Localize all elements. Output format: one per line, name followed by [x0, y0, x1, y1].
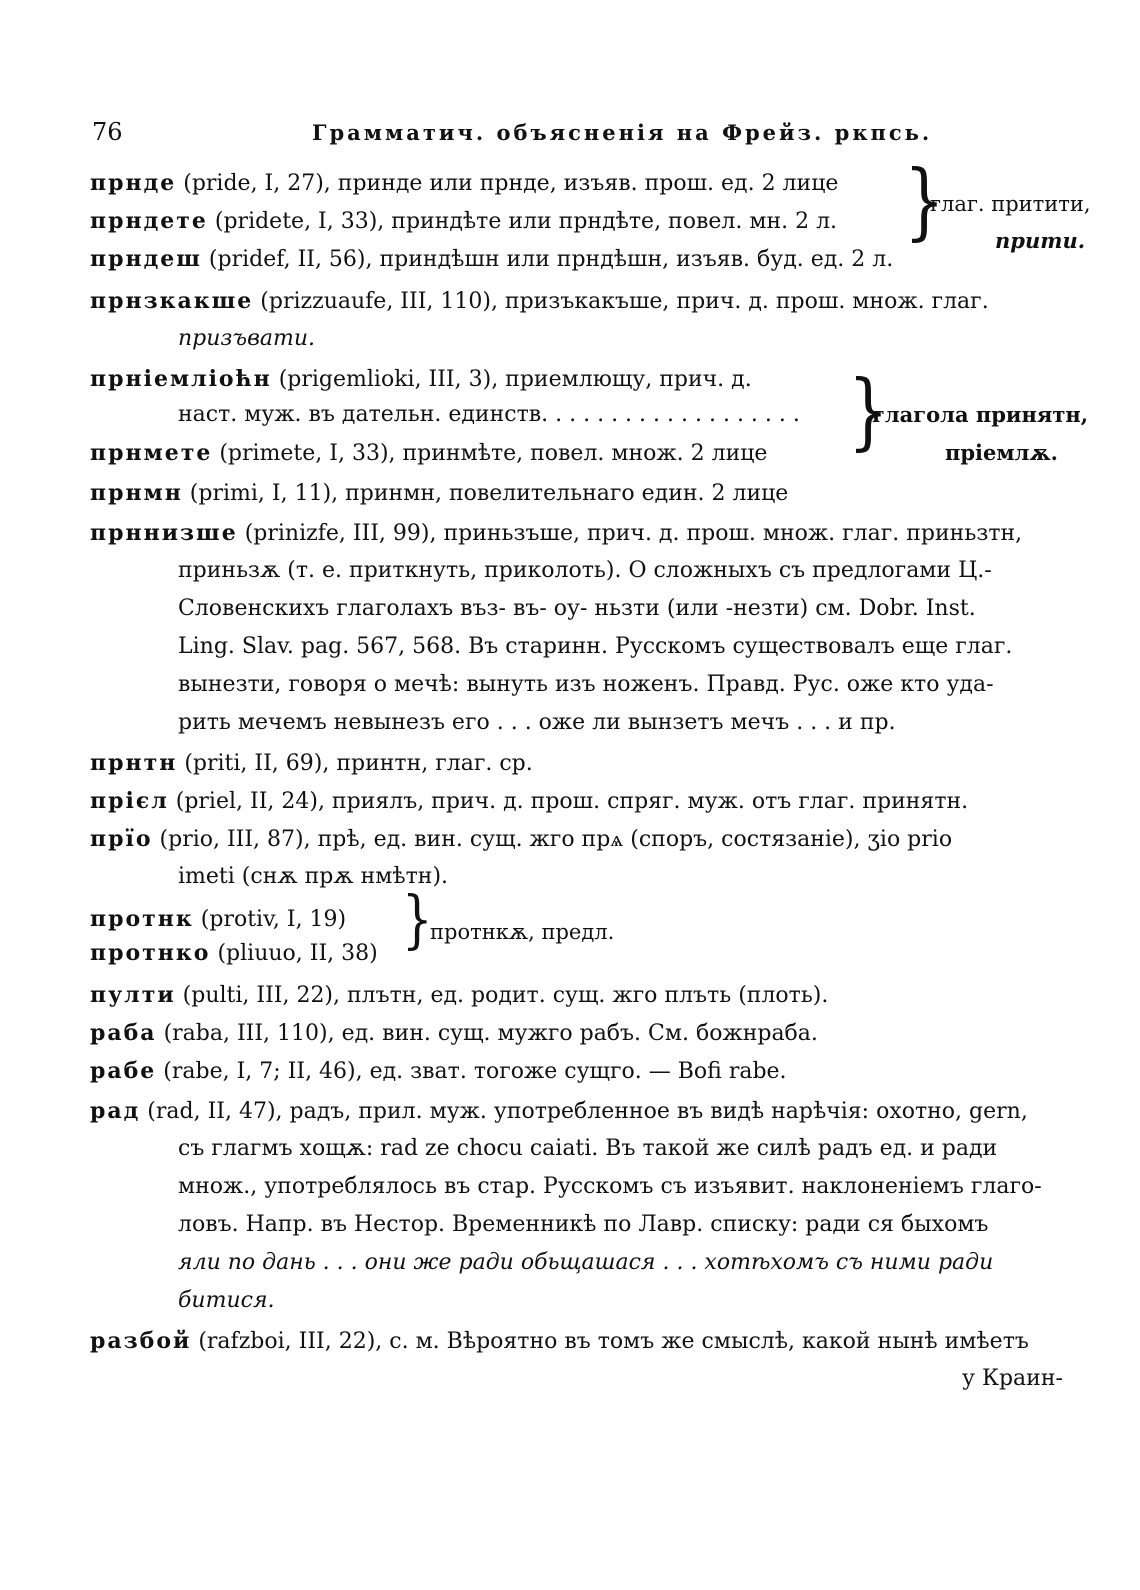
- entry-line: рад (rad, II, 47), радъ, прил. муж. употребленное въ видѣ нарѣчія: охотно, gern,: [90, 1098, 1028, 1124]
- entry-line: пулти (pulti, III, 22), плътн, ед. родит. сущ. жго плъть (плоть).: [90, 982, 829, 1008]
- entry-line: у Краин-: [962, 1366, 1063, 1391]
- entry-line: наст. муж. въ дательн. единств. . . . . . . . . . . . . . . . . . .: [178, 402, 800, 427]
- entry-line: прннизше (prinizfe, III, 99), приньзъше, прич. д. прош. множ. глаг. приньзтн,: [90, 520, 1023, 546]
- bracket-note: прити.: [995, 228, 1086, 253]
- entry-line: прніемліоћн (prigemlioki, III, 3), приемлющу, прич. д.: [90, 366, 752, 392]
- entry-line: Словенскихъ глаголахъ въз- въ- оу- ньзти (или -незти) см. Dobr. Inst.: [178, 596, 976, 621]
- entry-line: съ глагмъ хощѫ: rad ze chocu caiati. Въ такой же силѣ радъ ед. и ради: [178, 1136, 998, 1161]
- bracket-note: глагола принятн,: [872, 402, 1089, 427]
- entry-line: прієл (priel, II, 24), приялъ, прич. д. прош. спряг. муж. отъ глаг. принятн.: [90, 788, 969, 814]
- entry-line: прнзкакше (prizzuaufe, III, 110), призъкакъше, прич. д. прош. множ. глаг.: [90, 288, 989, 314]
- bracket-note: глаг. притити,: [930, 192, 1091, 216]
- entry-line: призъвати.: [178, 326, 316, 351]
- entry-line: прнтн (priti, II, 69), принтн, глаг. ср.: [90, 750, 533, 776]
- page-number: 76: [92, 118, 123, 146]
- entry-line: протнк (protiv, I, 19): [90, 906, 347, 932]
- entry-line: разбой (rafzboi, III, 22), с. м. Вѣроятно въ томъ же смыслѣ, какой нынѣ имѣетъ: [90, 1328, 1029, 1354]
- entry-line: яли по дань . . . они же ради обьщашася . . . хотѣхомъ съ ними ради: [178, 1250, 994, 1275]
- entry-line: прнмете (primete, I, 33), принмѣте, повел. множ. 2 лице: [90, 440, 768, 466]
- entry-line: вынезти, говоря о мечѣ: вынуть изъ ноженъ. Правд. Рус. оже кто уда-: [178, 672, 994, 697]
- bracket-note: пріемлѫ.: [945, 440, 1058, 465]
- entry-line: ловъ. Напр. въ Нестор. Временникѣ по Лавр. списку: ради ся быхомъ: [178, 1212, 989, 1237]
- entry-line: битися.: [178, 1288, 275, 1313]
- entry-line: множ., употреблялось въ стар. Русскомъ съ изъявит. наклоненіемъ глаго-: [178, 1174, 1042, 1199]
- page-header: [92, 118, 1080, 148]
- entry-line: прнмн (primi, I, 11), принмн, повелительнаго един. 2 лице: [90, 480, 789, 506]
- entry-line: рабе (rabe, I, 7; II, 46), ед. зват. тогоже сущго. — Bofi rabe.: [90, 1058, 787, 1084]
- entry-line: протнко (pliuuo, II, 38): [90, 940, 378, 966]
- page-title: Грамматич. объясненія на Фрейз. ркпсь.: [312, 120, 933, 145]
- entry-line: прнде (pride, I, 27), принде или прнде, изъяв. прош. ед. 2 лице: [90, 170, 839, 196]
- entry-line: рить мечемъ невынезъ его . . . оже ли вынзетъ мечъ . . . и пр.: [178, 710, 896, 735]
- entry-line: прїо (prio, III, 87), прѣ, ед. вин. сущ. жго прѧ (споръ, состязаніе), ʒio prio: [90, 826, 953, 852]
- brace-symbol: }: [402, 883, 433, 957]
- entry-line: приньзѫ (т. е. приткнуть, приколоть). О сложныхъ съ предлогами Ц.-: [178, 558, 992, 583]
- entry-line: imeti (снѫ прѫ нмѣтн).: [178, 864, 449, 889]
- brace-symbol: }: [904, 153, 945, 251]
- bracket-note: протнкѫ, предл.: [430, 920, 615, 944]
- entry-line: прндете (pridete, I, 33), приндѣте или прндѣте, повел. мн. 2 л.: [90, 208, 838, 234]
- entry-line: прндеш (pridef, II, 56), приндѣшн или прндѣшн, изъяв. буд. ед. 2 л.: [90, 246, 894, 272]
- brace-symbol: }: [848, 363, 889, 461]
- entry-line: Ling. Slav. pag. 567, 568. Въ старинн. Русскомъ существовалъ еще глаг.: [178, 634, 1013, 659]
- entry-line: раба (raba, III, 110), ед. вин. сущ. мужго рабъ. См. божнраба.: [90, 1020, 818, 1046]
